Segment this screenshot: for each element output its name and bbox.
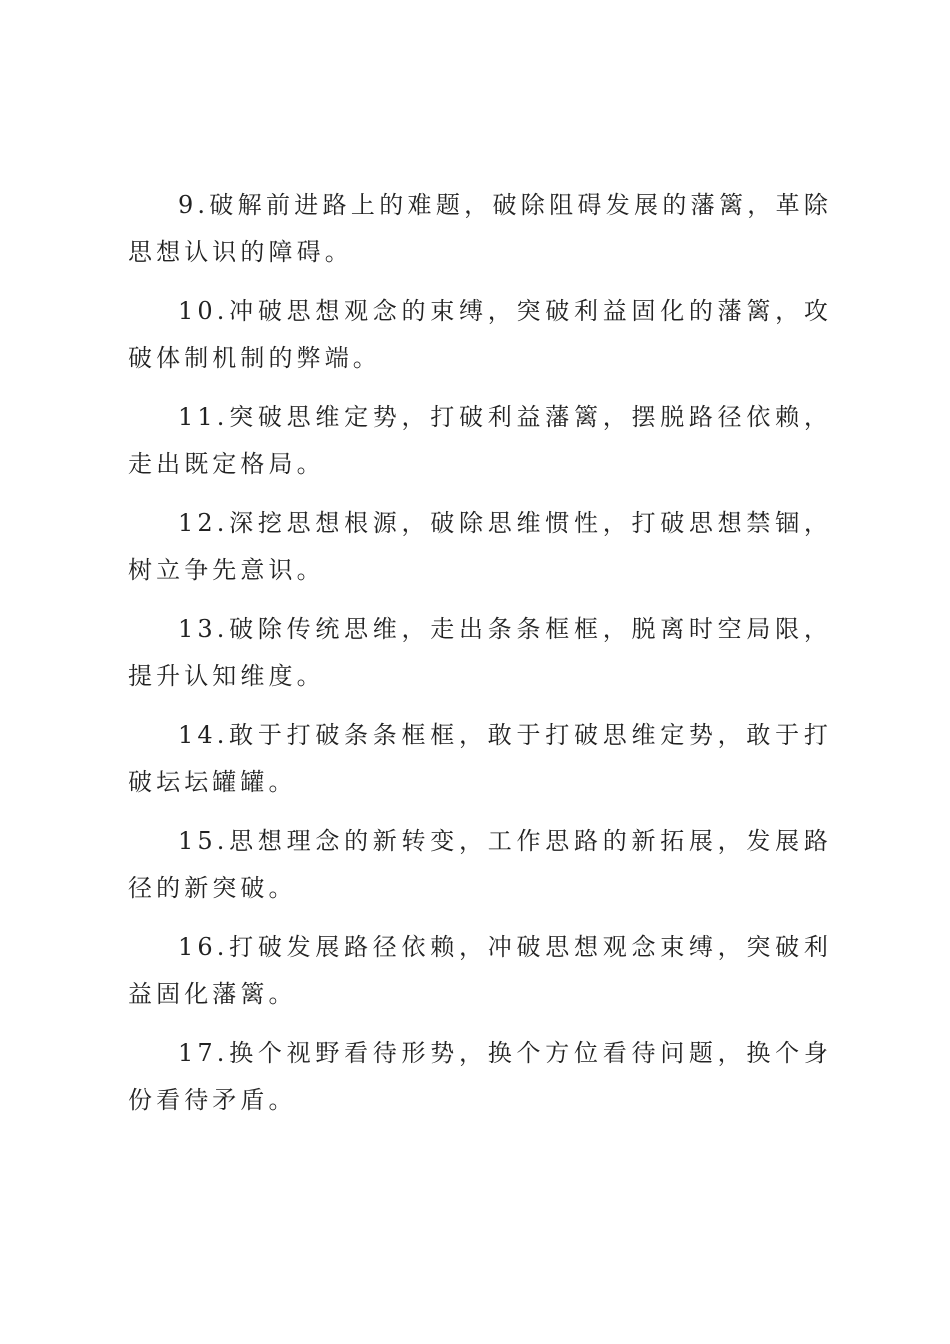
paragraph-13: 13.破除传统思维，走出条条框框，脱离时空局限，提升认知维度。: [128, 615, 832, 690]
paragraph-14: 14.敢于打破条条框框，敢于打破思维定势，敢于打破坛坛罐罐。: [128, 721, 832, 796]
paragraph-16: 16.打破发展路径依赖，冲破思想观念束缚，突破利益固化藩篱。: [128, 933, 832, 1008]
document-body: [128, 182, 832, 1136]
paragraph-10: 10.冲破思想观念的束缚，突破利益固化的藩篱，攻破体制机制的弊端。: [128, 297, 832, 372]
paragraph-11: 11.突破思维定势，打破利益藩篱，摆脱路径依赖，走出既定格局。: [128, 403, 832, 478]
paragraph-15: 15.思想理念的新转变，工作思路的新拓展，发展路径的新突破。: [128, 827, 832, 902]
paragraph-9: 9.破解前进路上的难题，破除阻碍发展的藩篱，革除思想认识的障碍。: [128, 191, 832, 266]
paragraph-17: 17.换个视野看待形势，换个方位看待问题，换个身份看待矛盾。: [128, 1039, 832, 1114]
paragraph-12: 12.深挖思想根源，破除思维惯性，打破思想禁锢，树立争先意识。: [128, 509, 832, 584]
